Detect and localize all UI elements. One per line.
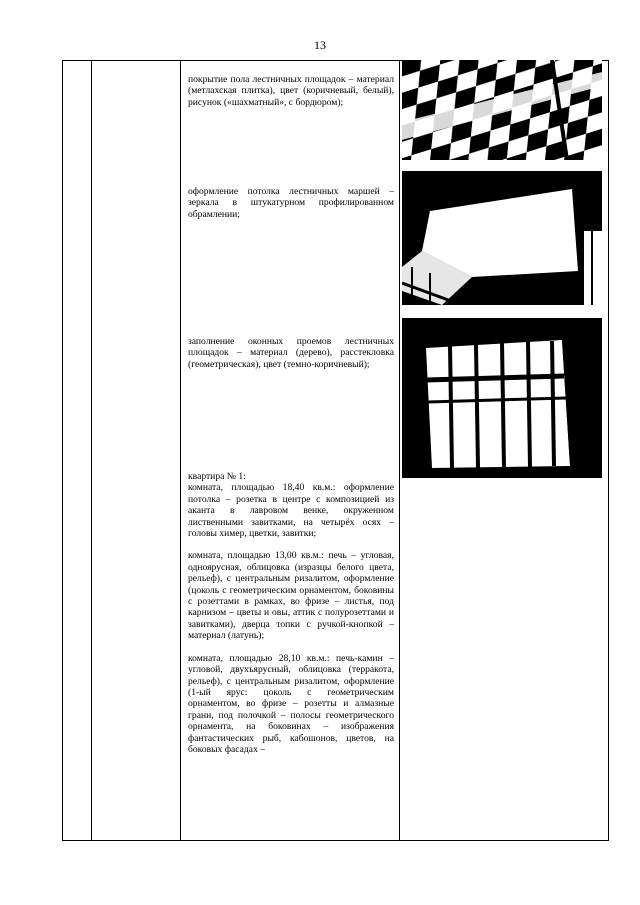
floor-description: покрытие пола лестничных площадок – материал (метлахская плитка), цвет (коричневый, белый), рисунок («шахматный», с бордюром); <box>188 74 394 108</box>
room-3-description: комната, площадью 28,10 кв.м.: печь-камин – угловой, двухъярусный, облицовка (терракота, рельеф), с центральным ризалитом, оформление (1-ый ярус: цоколь с геометрическим орнаментом, во фризе – розетты и алмазные грани, под полочкой – полосы геометрического орнамента, на боковинах – изображения фантастических рыб, кабошонов, цветов, на боковых фасадах – <box>188 652 394 755</box>
apartment-title: квартира № 1: <box>188 471 246 482</box>
room-2-description: комната, площадью 13,00 кв.м.: печь – угловая, одноярусная, облицовка (изразцы белого цвета, рельеф), с центральным ризалитом, оформление (цоколь с геометрическим орнаментом, боковины с розеттами в рамках, во фризе – листья, под карнизом – цветы и овы, аттик с полурозеттами и завитками), дверца топки с ручкой-кнопкой – материал (латунь); <box>188 550 394 642</box>
table-column-divider <box>180 61 181 840</box>
table-column-divider <box>91 61 92 840</box>
table-column-divider <box>399 61 400 840</box>
window-photo <box>402 318 602 478</box>
apartment-section <box>188 471 394 841</box>
ceiling-mirror-photo <box>402 171 602 305</box>
ceiling-description: оформление потолка лестничных маршей – зеркала в штукатурном профилированном обрамлении; <box>188 186 394 220</box>
checkered-floor-photo <box>402 60 602 160</box>
page-number: 13 <box>314 38 326 52</box>
window-description: заполнение оконных проемов лестничных площадок – материал (дерево), расстекловка (геометрическая), цвет (темно-коричневый); <box>188 336 394 370</box>
room-1-description: комната, площадью 18,40 кв.м.: оформление потолка – розетка в центре с композицией из аканта в лавровом венке, окруженном лиственными завитками, на четырёх осях – головы химер, цветки, завитки; <box>188 482 394 540</box>
